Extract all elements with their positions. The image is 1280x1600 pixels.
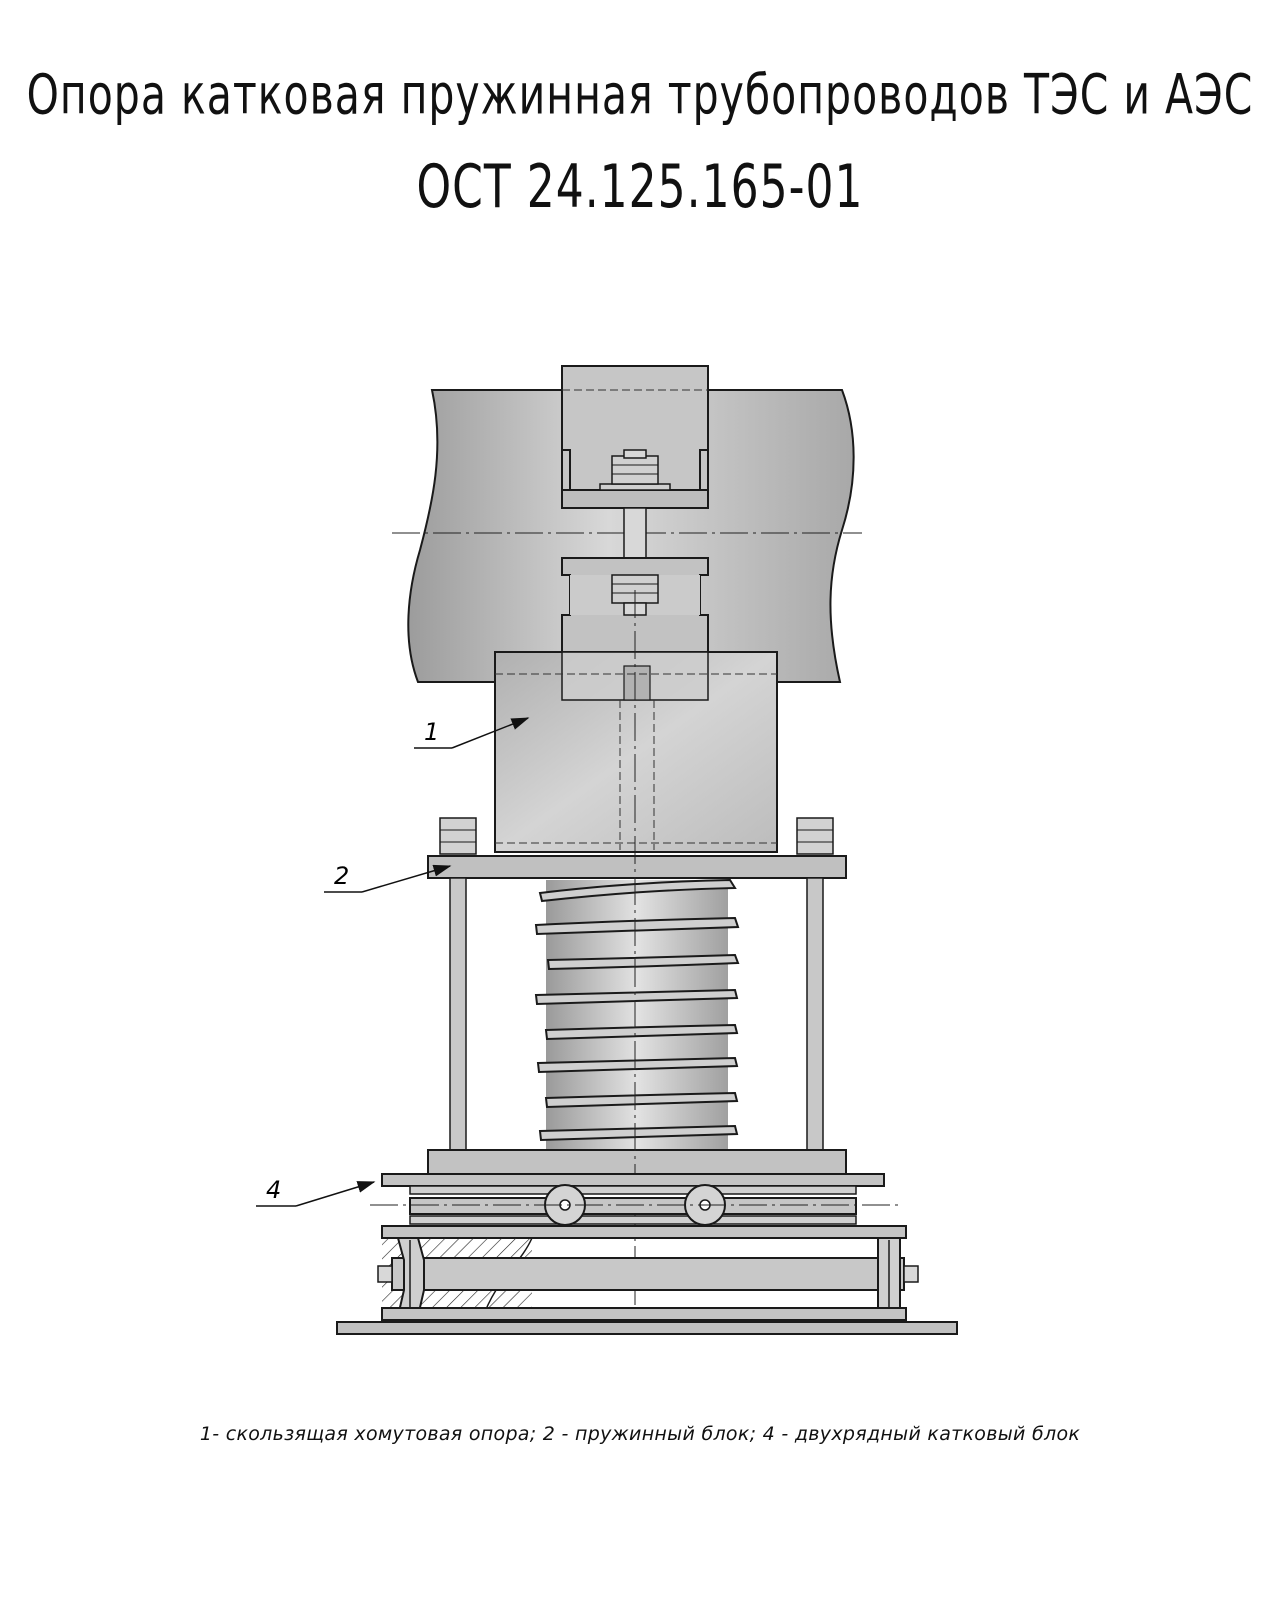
roller-top-plate — [382, 1174, 884, 1186]
callout-4: 4 — [266, 1176, 282, 1204]
clamp-bolt — [624, 508, 646, 558]
right-top-nut — [797, 818, 833, 854]
legend-caption: 1- скользящая хомутовая опора; 2 - пружинный блок; 4 - двухрядный катковый блок — [199, 1423, 1081, 1445]
right-rod — [807, 878, 823, 1150]
callout-1: 1 — [424, 718, 440, 746]
lower-roller-plate — [382, 1226, 906, 1238]
drawing-title: Опора катковая пружинная трубопроводов ТЭС и АЭС — [26, 62, 1254, 127]
lower-roller-shaft — [392, 1258, 904, 1290]
base-plate — [337, 1322, 957, 1334]
left-top-nut — [440, 818, 476, 854]
spring-bottom-plate — [428, 1150, 846, 1174]
upper-nut — [612, 456, 658, 484]
callout-2: 2 — [334, 862, 350, 890]
roller-middle-plate — [410, 1198, 856, 1214]
left-rod — [450, 878, 466, 1150]
standard-number: ОСТ 24.125.165-01 — [416, 153, 864, 222]
spring-top-plate — [428, 856, 846, 878]
